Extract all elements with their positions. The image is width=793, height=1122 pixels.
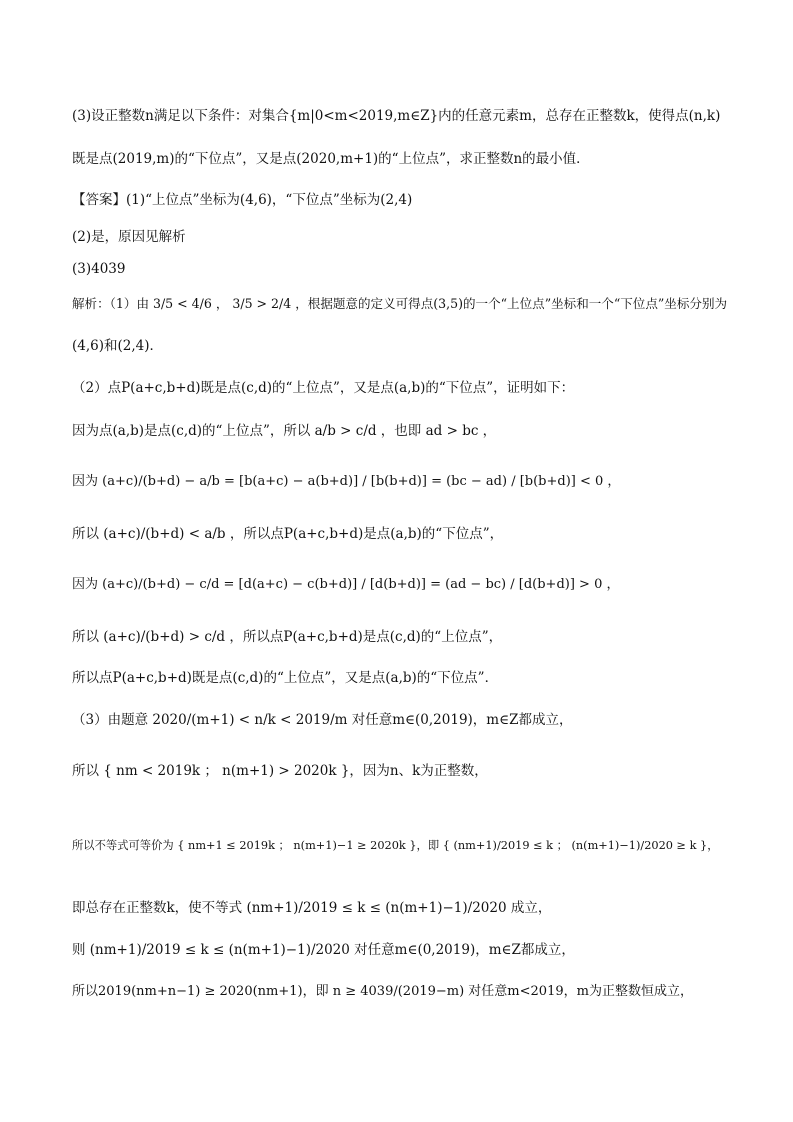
analysis-1-line-1: 解析：（1）由 3/5 < 4/6 ， 3/5 > 2/4 ，根据题意的定义可得点(3,5)的一个“上位点”坐标和一个“下位点”坐标分别为 [72, 296, 728, 311]
analysis-3-line-1: （3）由题意 2020/(m+1) < n/k < 2019/m 对任意m∈(0,2019)，m∈Z都成立， [72, 712, 573, 728]
analysis-3-line-6: 所以2019(nm+n−1) ≥ 2020(nm+1)，即 n ≥ 4039/(2019−m) 对任意m<2019，m为正整数恒成立， [72, 984, 693, 999]
analysis-2-conclusion-2: 所以 (a+c)/(b+d) > c/d ，所以点P(a+c,b+d)是点(c,d)的“上位点”， [72, 629, 503, 645]
analysis-2-premise: 因为点(a,b)是点(c,d)的“上位点”，所以 a/b > c/d ，也即 ad > bc ， [72, 423, 497, 439]
analysis-2-conclusion-1: 所以 (a+c)/(b+d) < a/b ，所以点P(a+c,b+d)是点(a,b)的“下位点”， [72, 526, 504, 542]
analysis-2-difference-2: 因为 (a+c)/(b+d) − c/d = [d(a+c) − c(b+d)] / [d(b+d)] = (ad − bc) / [d(b+d)] > 0 ， [72, 577, 620, 592]
answer-part-2: (2)是，原因见解析 [72, 229, 186, 245]
analysis-3-line-5: 则 (nm+1)/2019 ≤ k ≤ (n(m+1)−1)/2020 对任意m∈(0,2019)，m∈Z都成立， [72, 942, 575, 958]
answer-part-3: (3)4039 [72, 261, 126, 277]
answer-part-1: 【答案】(1)“上位点”坐标为(4,6)，“下位点”坐标为(2,4) [72, 192, 413, 208]
analysis-1-line-2: (4,6)和(2,4)． [72, 338, 164, 354]
analysis-3-line-3: 所以不等式可等价为 { nm+1 ≤ 2019k ； n(m+1)−1 ≥ 2020k }，即 { (nm+1)/2019 ≤ k ； (n(m+1)−1)/2020 ≥ k }， [72, 839, 719, 852]
analysis-2-statement: （2）点P(a+c,b+d)既是点(c,d)的“上位点”，又是点(a,b)的“下位点”，证明如下： [72, 380, 575, 396]
question-3-line-2: 既是点(2019,m)的“下位点”，又是点(2020,m+1)的“上位点”，求正整数n的最小值． [72, 151, 590, 167]
analysis-3-line-2: 所以 { nm < 2019k ； n(m+1) > 2020k }，因为n、k为正整数， [72, 763, 488, 779]
analysis-2-difference-1: 因为 (a+c)/(b+d) − a/b = [b(a+c) − a(b+d)] / [b(b+d)] = (bc − ad) / [b(b+d)] < 0 ， [72, 474, 621, 489]
analysis-2-final: 所以点P(a+c,b+d)既是点(c,d)的“上位点”，又是点(a,b)的“下位点”． [72, 670, 499, 686]
question-3-line-1: (3)设正整数n满足以下条件：对集合{m|0<m<2019,m∈Z}内的任意元素m，总存在正整数k，使得点(n,k) [72, 108, 721, 124]
analysis-3-line-4: 即总存在正整数k，使不等式 (nm+1)/2019 ≤ k ≤ (n(m+1)−1)/2020 成立， [72, 900, 552, 916]
